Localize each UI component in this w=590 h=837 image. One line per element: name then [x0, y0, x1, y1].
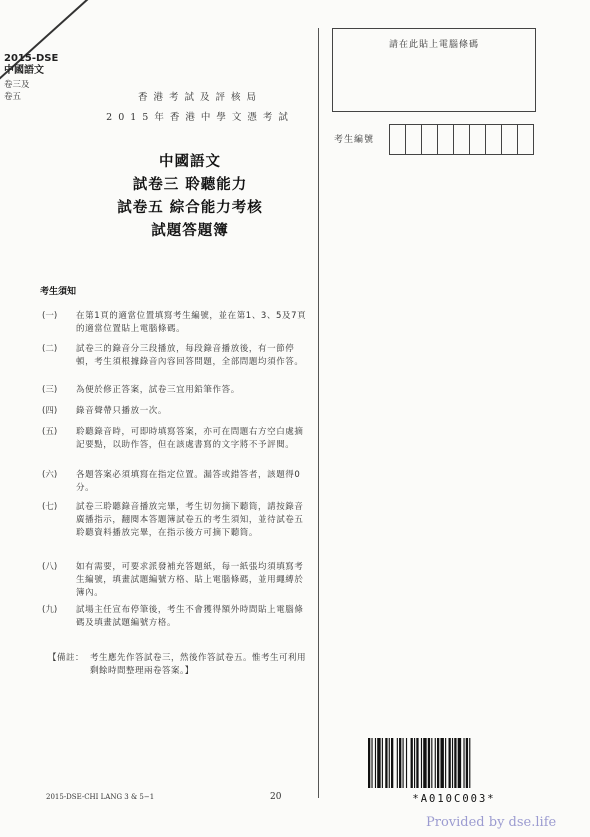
- instruction-item: [42, 310, 312, 336]
- instruction-number: (八): [42, 562, 58, 572]
- barcode-bar: [445, 738, 446, 788]
- page-number: 20: [270, 792, 282, 802]
- instruction-item: [42, 384, 312, 397]
- corner-paper-label: 卷三及 卷五: [4, 80, 30, 102]
- instruction-item: [42, 501, 312, 540]
- instruction-number: (二): [42, 344, 58, 354]
- barcode-bar: [414, 738, 415, 788]
- instruction-item: [42, 405, 312, 418]
- barcode-bar: [428, 738, 430, 788]
- instruction-text: 試場主任宣布停筆後，考生不會獲得額外時間貼上電腦條碼及填畫試題編號方格。: [76, 605, 304, 628]
- candidate-number-label: 考生編號: [334, 135, 375, 145]
- barcode-label-text: 請在此貼上電腦條碼: [388, 40, 479, 50]
- barcode-number: *A010C003*: [412, 793, 496, 805]
- barcode-bar: [463, 738, 464, 788]
- instruction-text: 各題答案必須填寫在指定位置。漏答或錯答者，該題得0分。: [76, 470, 301, 493]
- candidate-number-box: [406, 125, 422, 154]
- title-paper5: 試卷五 綜合能力考核: [117, 200, 263, 216]
- barcode-bar: [397, 738, 398, 788]
- instruction-number: (六): [42, 470, 58, 480]
- instruction-text: 試卷三聆聽錄音播放完畢，考生切勿摘下聽筒，請按錄音廣播指示，翻閱本答題簿試卷五的考生須知，並待試卷五聆聽資料播放完畢，在指示後方可摘下聽筒。: [76, 502, 304, 538]
- instruction-text: 試卷三的錄音分三段播放，每段錄音播放後，有一節停頓，考生須根據錄音內容回答問題，全部問題均須作答。: [76, 344, 304, 367]
- barcode-bar: [403, 738, 404, 788]
- instruction-text: 如有需要，可要求派發補充答題紙，每一紙張均須填寫考生編號，填畫試題編號方格、貼上電腦條碼，並用繩縛於簿內。: [76, 562, 304, 598]
- instruction-item: [42, 343, 312, 369]
- barcode-bar: [466, 738, 468, 788]
- barcode-bar: [406, 738, 407, 788]
- instruction-number: (五): [42, 427, 58, 437]
- instruction-item: [42, 426, 312, 452]
- barcode-image: [368, 738, 540, 788]
- instruction-number: (三): [42, 385, 58, 395]
- instruction-text: 在第1頁的適當位置填寫考生編號，並在第1、3、5及7頁的適當位置貼上電腦條碼。: [76, 311, 307, 334]
- title-booklet: 試題答題簿: [151, 223, 229, 239]
- barcode-bar: [368, 738, 370, 788]
- barcode-bar: [458, 738, 461, 788]
- barcode-bar: [377, 738, 380, 788]
- remarks: [48, 652, 312, 678]
- barcode-label-box: [332, 28, 536, 112]
- barcode-bar: [399, 738, 401, 788]
- barcode-bar: [437, 738, 439, 788]
- instruction-number: (四): [42, 406, 58, 416]
- candidate-number-boxes: [389, 124, 534, 155]
- page-divider: [318, 28, 319, 798]
- remarks-label: 【備註：: [48, 653, 85, 663]
- barcode-bar: [385, 738, 387, 788]
- candidate-number-box: [438, 125, 454, 154]
- candidate-number-box: [518, 125, 534, 154]
- hkeaa-name: 香港考試及評核局: [137, 92, 262, 103]
- barcode-bar: [431, 738, 432, 788]
- corner-exam-code: 2015-DSE 中國語文: [4, 53, 59, 76]
- barcode-bar: [382, 738, 383, 788]
- barcode-bar: [371, 738, 372, 788]
- barcode-bar: [469, 738, 470, 788]
- remarks-text: 考生應先作答試卷三，然後作答試卷五。惟考生可利用剩餘時間整理兩卷答案。】: [90, 653, 307, 676]
- instruction-number: (七): [42, 502, 58, 512]
- barcode-bar: [391, 738, 393, 788]
- footer-paper-code: 2015-DSE-CHI LANG 3 & 5−1: [46, 793, 155, 801]
- instruction-text: 錄音聲帶只播放一次。: [76, 406, 168, 416]
- instruction-number: (九): [42, 605, 58, 615]
- barcode-bar: [454, 738, 456, 788]
- barcode-bar: [411, 738, 413, 788]
- barcode-bar: [375, 738, 376, 788]
- title-paper3: 試卷三 聆聽能力: [132, 177, 248, 193]
- barcode-bar: [416, 738, 418, 788]
- instruction-item: [42, 469, 312, 495]
- barcode-bar: [449, 738, 451, 788]
- notice-title: 考生須知: [40, 287, 77, 297]
- instruction-text: 聆聽錄音時，可即時填寫答案，亦可在問題右方空白處摘記要點，以助作答，但在該處書寫的文字將不予評閱。: [76, 427, 304, 450]
- barcode-bar: [423, 738, 426, 788]
- watermark-text: Provided by dse.life: [426, 815, 557, 830]
- instruction-text: 為便於修正答案，試卷三宜用鉛筆作答。: [76, 385, 240, 395]
- instruction-item: [42, 604, 312, 630]
- barcode-bar: [440, 738, 443, 788]
- title-subject: 中國語文: [159, 154, 221, 170]
- candidate-number-box: [454, 125, 470, 154]
- candidate-number-box: [422, 125, 438, 154]
- barcode-bar: [435, 738, 436, 788]
- candidate-number-box: [470, 125, 486, 154]
- instruction-number: (一): [42, 311, 58, 321]
- barcode-bar: [389, 738, 390, 788]
- exam-name: 2015年香港中學文憑考試: [106, 112, 294, 123]
- barcode-bar: [452, 738, 453, 788]
- barcode-bar: [421, 738, 422, 788]
- candidate-number-box: [486, 125, 502, 154]
- candidate-number-box: [390, 125, 406, 154]
- instruction-item: [42, 561, 312, 600]
- candidate-number-box: [502, 125, 518, 154]
